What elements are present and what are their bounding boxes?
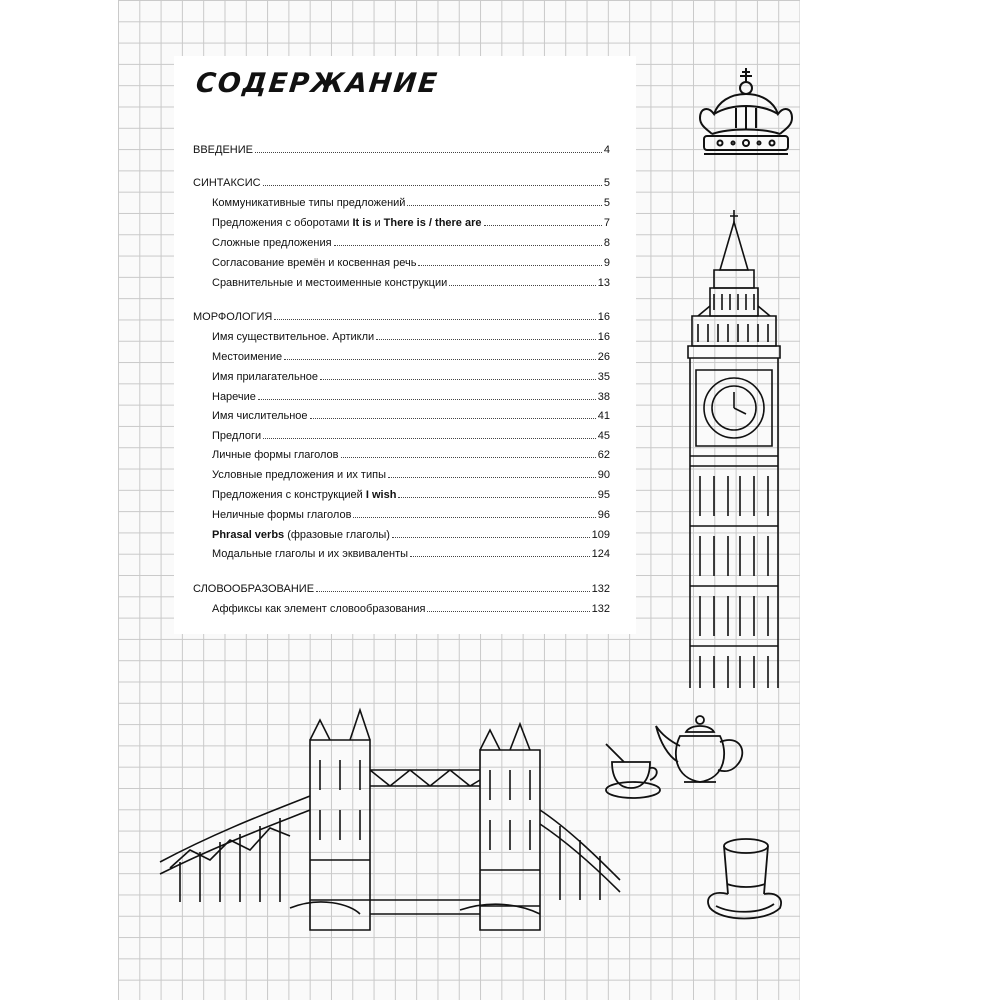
toc-page-number: 4 (603, 144, 610, 156)
toc-entry[interactable] (174, 509, 636, 525)
toc-entry-label: Предложения с оборотами It is и There is / there are (212, 217, 482, 229)
dot-leader (284, 359, 596, 360)
dot-leader (341, 457, 596, 458)
toc-page-number: 124 (591, 548, 610, 560)
toc-entry-label: Предложения с конструкцией I wish (212, 489, 397, 501)
dot-leader (418, 265, 601, 266)
dot-leader (410, 556, 590, 557)
toc-entry-label: Модальные глаголы и их эквиваленты (212, 548, 409, 560)
toc-entry[interactable] (174, 197, 636, 213)
toc-entry[interactable] (174, 469, 636, 485)
toc-page-number: 7 (603, 217, 610, 229)
toc-entry[interactable] (174, 529, 636, 545)
big-ben-icon (684, 210, 784, 688)
toc-entry-label: Условные предложения и их типы (212, 469, 386, 481)
teapot-icon (654, 712, 750, 788)
toc-entry-label: СЛОВООБРАЗОВАНИЕ (193, 583, 315, 595)
page-title: СОДЕРЖАНИЕ (194, 68, 441, 99)
toc-entry[interactable] (174, 144, 636, 160)
toc-page-number: 90 (597, 469, 610, 481)
dot-leader (449, 285, 596, 286)
dot-leader (427, 611, 589, 612)
toc-entry[interactable] (174, 430, 636, 446)
crown-icon (690, 68, 802, 172)
toc-entry-label: Сложные предложения (212, 237, 332, 249)
toc-page-number: 38 (597, 391, 610, 403)
toc-entry[interactable] (174, 449, 636, 465)
dot-leader (407, 205, 601, 206)
toc-entry-label: МОРФОЛОГИЯ (193, 311, 273, 323)
toc-page-number: 109 (591, 529, 610, 541)
toc-page-number: 9 (603, 257, 610, 269)
toc-page-number: 5 (603, 197, 610, 209)
toc-entry[interactable] (174, 371, 636, 387)
dot-leader (316, 591, 590, 592)
toc-entry-label: Коммуникативные типы предложений (212, 197, 406, 209)
toc-entry-label: Местоимение (212, 351, 283, 363)
top-hat-icon (702, 836, 784, 928)
dot-leader (353, 517, 595, 518)
toc-entry[interactable] (174, 410, 636, 426)
toc-entry-label: Имя числительное (212, 410, 308, 422)
toc-entry[interactable] (174, 489, 636, 505)
toc-entry-label: Аффиксы как элемент словообразования (212, 603, 426, 615)
toc-panel (174, 56, 636, 634)
dot-leader (263, 438, 596, 439)
toc-entry-label: Имя прилагательное (212, 371, 319, 383)
tower-bridge-icon (160, 700, 620, 932)
dot-leader (376, 339, 596, 340)
toc-entry[interactable] (174, 331, 636, 347)
dot-leader (310, 418, 596, 419)
dot-leader (274, 319, 595, 320)
toc-entry-label: Согласование времён и косвенная речь (212, 257, 417, 269)
toc-page-number: 41 (597, 410, 610, 422)
toc-entry[interactable] (174, 257, 636, 273)
toc-entry-label: СИНТАКСИС (193, 177, 261, 189)
toc-entry[interactable] (174, 217, 636, 233)
dot-leader (255, 152, 602, 153)
toc-page-number: 95 (597, 489, 610, 501)
toc-entry-label: ВВЕДЕНИЕ (193, 144, 253, 156)
toc-entry-label: Сравнительные и местоименные конструкции (212, 277, 448, 289)
toc-entry-label: Наречие (212, 391, 256, 403)
toc-entry-label: Личные формы глаголов (212, 449, 339, 461)
toc-entry-label: Неличные формы глаголов (212, 509, 352, 521)
toc-entry[interactable] (174, 177, 636, 193)
toc-page-number: 8 (603, 237, 610, 249)
toc-entry[interactable] (174, 583, 636, 599)
toc-page-number: 132 (591, 583, 610, 595)
dot-leader (398, 497, 595, 498)
toc-page-number: 5 (603, 177, 610, 189)
toc-entry[interactable] (174, 351, 636, 367)
dot-leader (334, 245, 602, 246)
dot-leader (258, 399, 596, 400)
toc-page-number: 96 (597, 509, 610, 521)
toc-entry[interactable] (174, 603, 636, 619)
dot-leader (388, 477, 596, 478)
toc-page-number: 13 (597, 277, 610, 289)
toc-entry[interactable] (174, 311, 636, 327)
toc-entry[interactable] (174, 237, 636, 253)
toc-page-number: 16 (597, 311, 610, 323)
dot-leader (320, 379, 596, 380)
toc-page-number: 35 (597, 371, 610, 383)
toc-entry[interactable] (174, 391, 636, 407)
toc-page-number: 16 (597, 331, 610, 343)
toc-page-number: 132 (591, 603, 610, 615)
toc-page-number: 45 (597, 430, 610, 442)
toc-entry-label: Предлоги (212, 430, 262, 442)
toc-entry-label: Имя существительное. Артикли (212, 331, 375, 343)
dot-leader (392, 537, 590, 538)
dot-leader (484, 225, 602, 226)
dot-leader (263, 185, 602, 186)
toc-page-number: 62 (597, 449, 610, 461)
toc-entry[interactable] (174, 277, 636, 293)
toc-page-number: 26 (597, 351, 610, 363)
toc-entry-label: Phrasal verbs (фразовые глаголы) (212, 529, 390, 541)
toc-entry[interactable] (174, 548, 636, 564)
